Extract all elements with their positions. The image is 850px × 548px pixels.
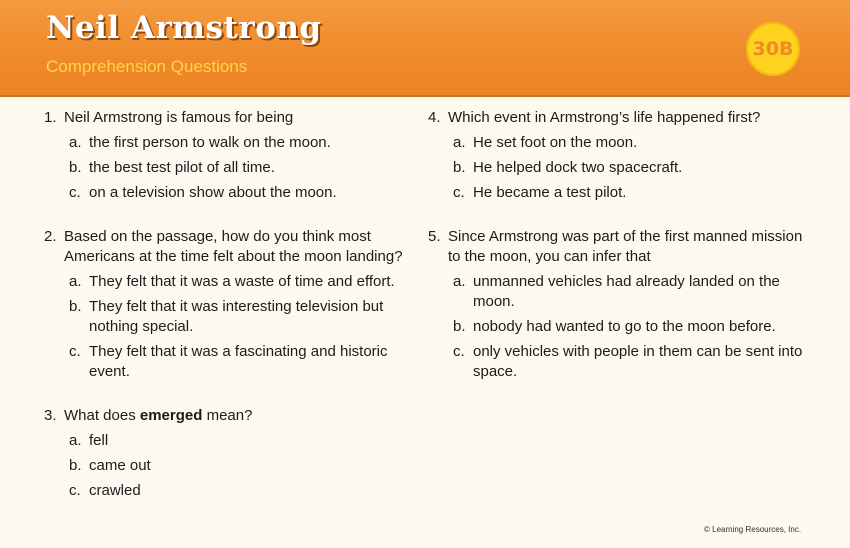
question-4-option-c[interactable] bbox=[428, 183, 808, 203]
option-text: fell bbox=[89, 432, 109, 449]
question-5-option-a[interactable] bbox=[428, 272, 808, 312]
option-letter: b. bbox=[69, 457, 82, 474]
question-1 bbox=[44, 108, 424, 128]
option-letter: b. bbox=[453, 318, 466, 335]
option-letter: b. bbox=[69, 298, 82, 315]
question-2 bbox=[44, 227, 424, 267]
question-5-option-b[interactable] bbox=[428, 317, 808, 337]
option-letter: c. bbox=[69, 343, 81, 360]
option-letter: a. bbox=[69, 432, 82, 449]
option-text: on a television show about the moon. bbox=[89, 184, 337, 201]
page-title: Neil Armstrong bbox=[46, 10, 322, 46]
copyright-notice: © Learning Resources, Inc. bbox=[704, 525, 802, 534]
question-text: Based on the passage, how do you think most Americans at the time felt about the moon landing? bbox=[64, 228, 403, 265]
question-3 bbox=[44, 406, 424, 426]
question-number: 5. bbox=[428, 228, 441, 245]
option-text: unmanned vehicles had already landed on the moon. bbox=[473, 273, 780, 310]
option-letter: a. bbox=[453, 273, 466, 290]
question-1-option-b[interactable] bbox=[44, 158, 424, 178]
option-text: They felt that it was a waste of time and effort. bbox=[89, 273, 395, 290]
question-5 bbox=[428, 227, 808, 267]
card-number-badge: 30B bbox=[746, 22, 800, 76]
question-1-option-a[interactable] bbox=[44, 133, 424, 153]
option-text: the first person to walk on the moon. bbox=[89, 134, 331, 151]
question-number: 4. bbox=[428, 109, 441, 126]
option-text: nobody had wanted to go to the moon before. bbox=[473, 318, 776, 335]
option-letter: c. bbox=[69, 184, 81, 201]
option-text: the best test pilot of all time. bbox=[89, 159, 275, 176]
option-letter: a. bbox=[69, 273, 82, 290]
question-2-option-c[interactable] bbox=[44, 342, 424, 382]
question-4 bbox=[428, 108, 808, 128]
question-2-option-b[interactable] bbox=[44, 297, 424, 337]
option-letter: b. bbox=[453, 159, 466, 176]
option-letter: c. bbox=[453, 184, 465, 201]
option-letter: b. bbox=[69, 159, 82, 176]
option-text: crawled bbox=[89, 482, 141, 499]
question-1-option-c[interactable] bbox=[44, 183, 424, 203]
question-number: 1. bbox=[44, 109, 57, 126]
page-subtitle: Comprehension Questions bbox=[46, 57, 248, 76]
left-column bbox=[44, 100, 424, 501]
question-text-before: What does bbox=[64, 407, 140, 424]
option-text: came out bbox=[89, 457, 151, 474]
question-4-option-a[interactable] bbox=[428, 133, 808, 153]
option-text: He set foot on the moon. bbox=[473, 134, 638, 151]
option-letter: a. bbox=[453, 134, 466, 151]
question-number: 3. bbox=[44, 407, 57, 424]
option-text: He helped dock two spacecraft. bbox=[473, 159, 683, 176]
question-3-option-c[interactable] bbox=[44, 481, 424, 501]
option-text: They felt that it was a fascinating and historic event. bbox=[89, 343, 388, 380]
question-number: 2. bbox=[44, 228, 57, 245]
question-text: Which event in Armstrong’s life happened first? bbox=[448, 109, 761, 126]
question-2-option-a[interactable] bbox=[44, 272, 424, 292]
question-5-option-c[interactable] bbox=[428, 342, 808, 382]
header-bar bbox=[0, 0, 850, 97]
option-text: He became a test pilot. bbox=[473, 184, 627, 201]
question-4-option-b[interactable] bbox=[428, 158, 808, 178]
option-text: They felt that it was interesting television but nothing special. bbox=[89, 298, 384, 335]
option-letter: c. bbox=[69, 482, 81, 499]
option-letter: a. bbox=[69, 134, 82, 151]
question-text-after: mean? bbox=[202, 407, 253, 424]
option-text: only vehicles with people in them can be sent into space. bbox=[473, 343, 803, 380]
vocabulary-word: emerged bbox=[139, 407, 203, 424]
question-text: Neil Armstrong is famous for being bbox=[64, 109, 294, 126]
question-3-option-a[interactable] bbox=[44, 431, 424, 451]
question-3-option-b[interactable] bbox=[44, 456, 424, 476]
right-column bbox=[428, 100, 808, 382]
question-text: Since Armstrong was part of the first manned mission to the moon, you can infer that bbox=[448, 228, 803, 265]
option-letter: c. bbox=[453, 343, 465, 360]
